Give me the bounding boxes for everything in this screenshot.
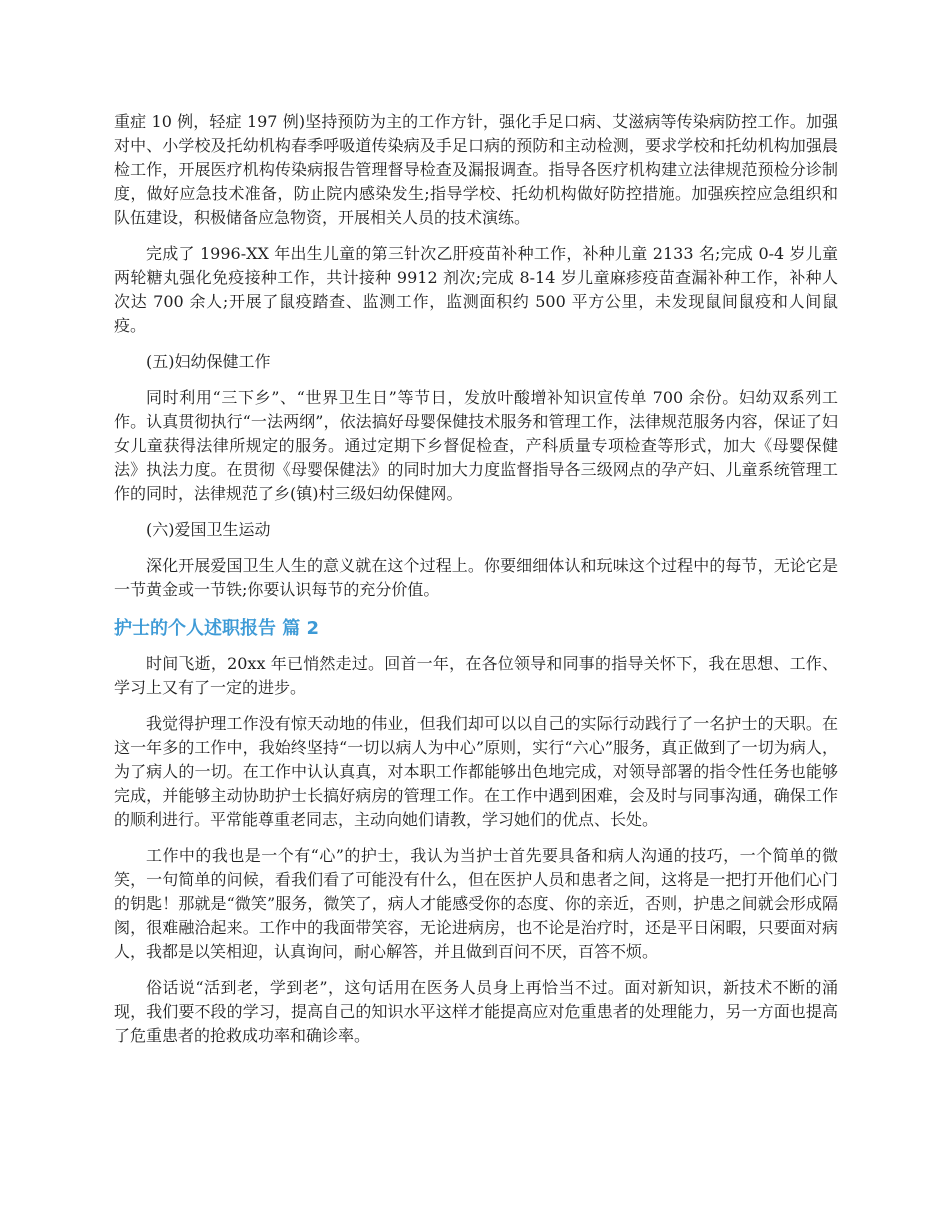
paragraph-lifelong-learning: 俗话说“活到老，学到老”，这句话用在医务人员身上再恰当不过。面对新知识，新技术不断的涌现，我们要不段的学习，提高自己的知识水平这样才能提高应对危重患者的处理能力，另一方面也提高了危重患者的抢救成功率和确诊率。 [114, 978, 838, 1045]
paragraph-maternal-health: 同时利用“三下乡”、“世界卫生日”等节日，发放叶酸增补知识宣传单 700 余份。妇幼双系列工作。认真贯彻执行“一法两纲”，依法搞好母婴保健技术服务和管理工作，法律规范服务内容，保证了妇女儿童获得法律所规定的服务。通过定期下乡督促检查，产科质量专项检查等形式，加大《母婴保健法》执法力度。在贯彻《母婴保健法》的同时加大力度监督指导各三级网点的孕产妇、儿童系统管理工作的同时，法律规范了乡(镇)村三级妇幼保健网。 [114, 388, 838, 503]
section-title-report-2: 护士的个人述职报告 篇 2 [114, 618, 320, 639]
document-page [114, 110, 838, 1060]
paragraph-vaccination: 完成了 1996-XX 年出生儿童的第三针次乙肝疫苗补种工作，补种儿童 2133 名;完成 0-4 岁儿童两轮糖丸强化免疫接种工作，共计接种 9912 剂次;完成 8-14 岁儿童麻疹疫苗查漏补种工作，补种人次达 700 余人;开展了鼠疫踏查、监测工作，监测面积约 500 平方公里，未发现鼠间鼠疫和人间鼠疫。 [114, 244, 838, 335]
paragraph-epidemic-control: 重症 10 例，轻症 197 例)坚持预防为主的工作方针，强化手足口病、艾滋病等传染病防控工作。加强对中、小学校及托幼机构春季呼吸道传染病及手足口病的预防和主动检测，要求学校和托幼机构加强晨检工作，开展医疗机构传染病报告管理督导检查及漏报调查。指导各医疗机构建立法律规范预检分诊制度，做好应急技术准备，防止院内感染发生;指导学校、托幼机构做好防控措施。加强疾控应急组织和队伍建设，积极储备应急物资，开展相关人员的技术演练。 [114, 112, 838, 227]
paragraph-nursing-duty: 我觉得护理工作没有惊天动地的伟业，但我们却可以以自己的实际行动践行了一名护士的天职。在这一年多的工作中，我始终坚持“一切以病人为中心”原则，实行“六心”服务，真正做到了一切为病人，为了病人的一切。在工作中认认真真，对本职工作都能够出色地完成，对领导部署的指令性任务也能够完成，并能够主动协助护士长搞好病房的管理工作。在工作中遇到困难，会及时与同事沟通，确保工作的顺利进行。平常能尊重老同志，主动向她们请教，学习她们的优点、长处。 [114, 714, 838, 829]
paragraph-smile-service: 工作中的我也是一个有“心”的护士，我认为当护士首先要具备和病人沟通的技巧，一个简单的微笑，一句简单的问候，看我们看了可能没有什么，但在医护人员和患者之间，这将是一把打开他们心门的钥匙！那就是“微笑”服务，微笑了，病人才能感受你的态度、你的亲近，否则，护患之间就会形成隔阂，很难融洽起来。工作中的我面带笑容，无论进病房，也不论是治疗时，还是平日闲暇，只要面对病人，我都是以笑相迎，认真询问，耐心解答，并且做到百问不厌，百答不烦。 [114, 846, 838, 961]
subheading-patriotic-health: (六)爱国卫生运动 [146, 520, 271, 539]
paragraph-year-review: 时间飞逝，20xx 年已悄然走过。回首一年，在各位领导和同事的指导关怀下，我在思想、工作、学习上又有了一定的进步。 [114, 654, 838, 697]
paragraph-patriotic-health: 深化开展爱国卫生人生的意义就在这个过程上。你要细细体认和玩味这个过程中的每节，无论它是一节黄金或一节铁;你要认识每节的充分价值。 [114, 556, 838, 599]
subheading-maternal-health: (五)妇幼保健工作 [146, 352, 271, 371]
